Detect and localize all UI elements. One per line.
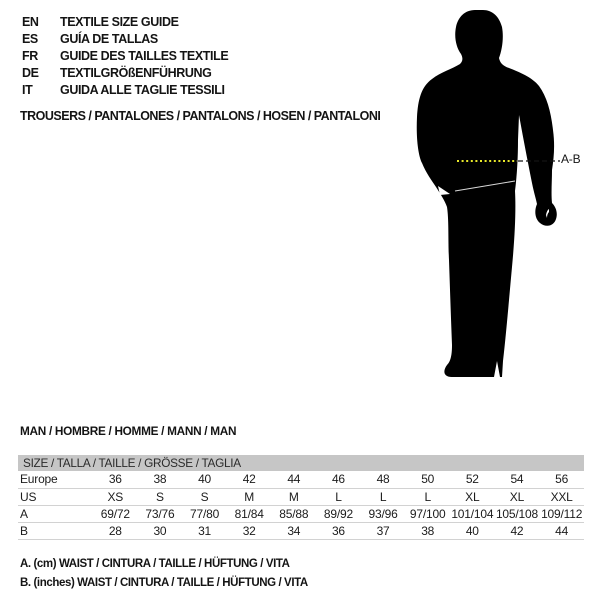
row-label: B xyxy=(20,523,28,538)
language-code: EN xyxy=(22,15,39,29)
size-cell: S xyxy=(156,489,164,504)
language-code: IT xyxy=(22,83,33,97)
size-cell: 89/92 xyxy=(323,506,353,521)
language-label: TEXTILGRÖßENFÜHRUNG xyxy=(60,66,212,80)
language-label: GUIDE DES TAILLES TEXTILE xyxy=(60,49,229,63)
table-row-us xyxy=(18,488,584,505)
language-code: ES xyxy=(22,32,38,46)
size-cell: 44 xyxy=(555,523,569,538)
size-cell: 42 xyxy=(510,523,524,538)
size-cell: 44 xyxy=(287,472,301,487)
size-cell: 30 xyxy=(153,523,167,538)
table-row-europe xyxy=(18,471,584,488)
size-cell: 31 xyxy=(198,523,212,538)
row-label: Europe xyxy=(20,472,58,487)
measure-label-ab: A-B xyxy=(561,152,581,166)
language-row-en xyxy=(22,14,228,31)
language-list xyxy=(22,14,228,99)
size-cell: 85/88 xyxy=(279,506,309,521)
size-cell: 105/108 xyxy=(495,506,538,521)
language-label: GUÍA DE TALLAS xyxy=(60,32,158,46)
size-cell: 56 xyxy=(555,472,569,487)
size-cell: 36 xyxy=(331,523,345,538)
size-cell: 38 xyxy=(153,472,167,487)
language-code: FR xyxy=(22,49,38,63)
size-cell: 73/76 xyxy=(145,506,175,521)
row-label: US xyxy=(20,489,37,504)
language-row-fr xyxy=(22,48,228,65)
size-cell: 52 xyxy=(465,472,479,487)
size-cell: L xyxy=(335,489,342,504)
size-cell: S xyxy=(200,489,209,504)
size-table-body xyxy=(18,471,584,539)
note-line-a-cm: A. (cm) WAIST / CINTURA / TAILLE / HÜFTUNG / VITA xyxy=(20,558,290,570)
size-cell: 93/96 xyxy=(368,506,398,521)
figure-man xyxy=(405,5,600,395)
size-table-header: SIZE / TALLA / TAILLE / GRÖSSE / TAGLIA xyxy=(18,455,584,471)
size-cell: 101/104 xyxy=(451,506,494,521)
size-cell: 109/112 xyxy=(541,506,583,521)
gender-title: MAN / HOMBRE / HOMME / MANN / MAN xyxy=(20,424,237,438)
size-cell: XXL xyxy=(550,489,573,504)
size-cell: 54 xyxy=(510,472,524,487)
language-code: DE xyxy=(22,66,39,80)
size-cell: M xyxy=(288,489,299,504)
size-cell: 77/80 xyxy=(190,506,220,521)
size-cell: 81/84 xyxy=(234,506,264,521)
size-cell: XS xyxy=(107,489,124,504)
size-cell: L xyxy=(424,489,431,504)
table-row-b xyxy=(18,522,584,539)
size-cell: 36 xyxy=(108,472,122,487)
size-cell: 40 xyxy=(198,472,212,487)
size-cell: 69/72 xyxy=(100,506,130,521)
man-silhouette-icon xyxy=(405,5,570,395)
size-table xyxy=(18,471,584,540)
note-line-b-inches: B. (inches) WAIST / CINTURA / TAILLE / HÜFTUNG / VITA xyxy=(20,576,308,589)
size-cell: 48 xyxy=(376,472,390,487)
size-cell: L xyxy=(379,489,387,504)
size-cell: M xyxy=(244,489,255,504)
size-cell: XL xyxy=(465,489,480,504)
language-label: GUIDA ALLE TAGLIE TESSILI xyxy=(60,83,225,97)
size-cell: XL xyxy=(509,489,525,504)
size-cell: 32 xyxy=(242,523,256,538)
size-cell: 40 xyxy=(465,523,479,538)
size-cell: 37 xyxy=(376,523,390,538)
row-label: A xyxy=(20,506,28,521)
language-row-de xyxy=(22,65,228,82)
language-label: TEXTILE SIZE GUIDE xyxy=(60,15,179,29)
size-cell: 50 xyxy=(421,472,435,487)
size-cell: 38 xyxy=(421,523,435,538)
size-cell: 28 xyxy=(108,523,122,538)
size-cell: 34 xyxy=(287,523,301,538)
size-cell: 42 xyxy=(242,472,256,487)
size-cell: 97/100 xyxy=(409,506,446,521)
measurement-notes xyxy=(20,555,308,592)
size-cell: 46 xyxy=(331,472,345,487)
language-row-es xyxy=(22,31,228,48)
language-row-it xyxy=(22,82,228,99)
table-row-a xyxy=(18,505,584,522)
garment-title: TROUSERS / PANTALONES / PANTALONS / HOSEN / PANTALONI xyxy=(20,109,381,123)
